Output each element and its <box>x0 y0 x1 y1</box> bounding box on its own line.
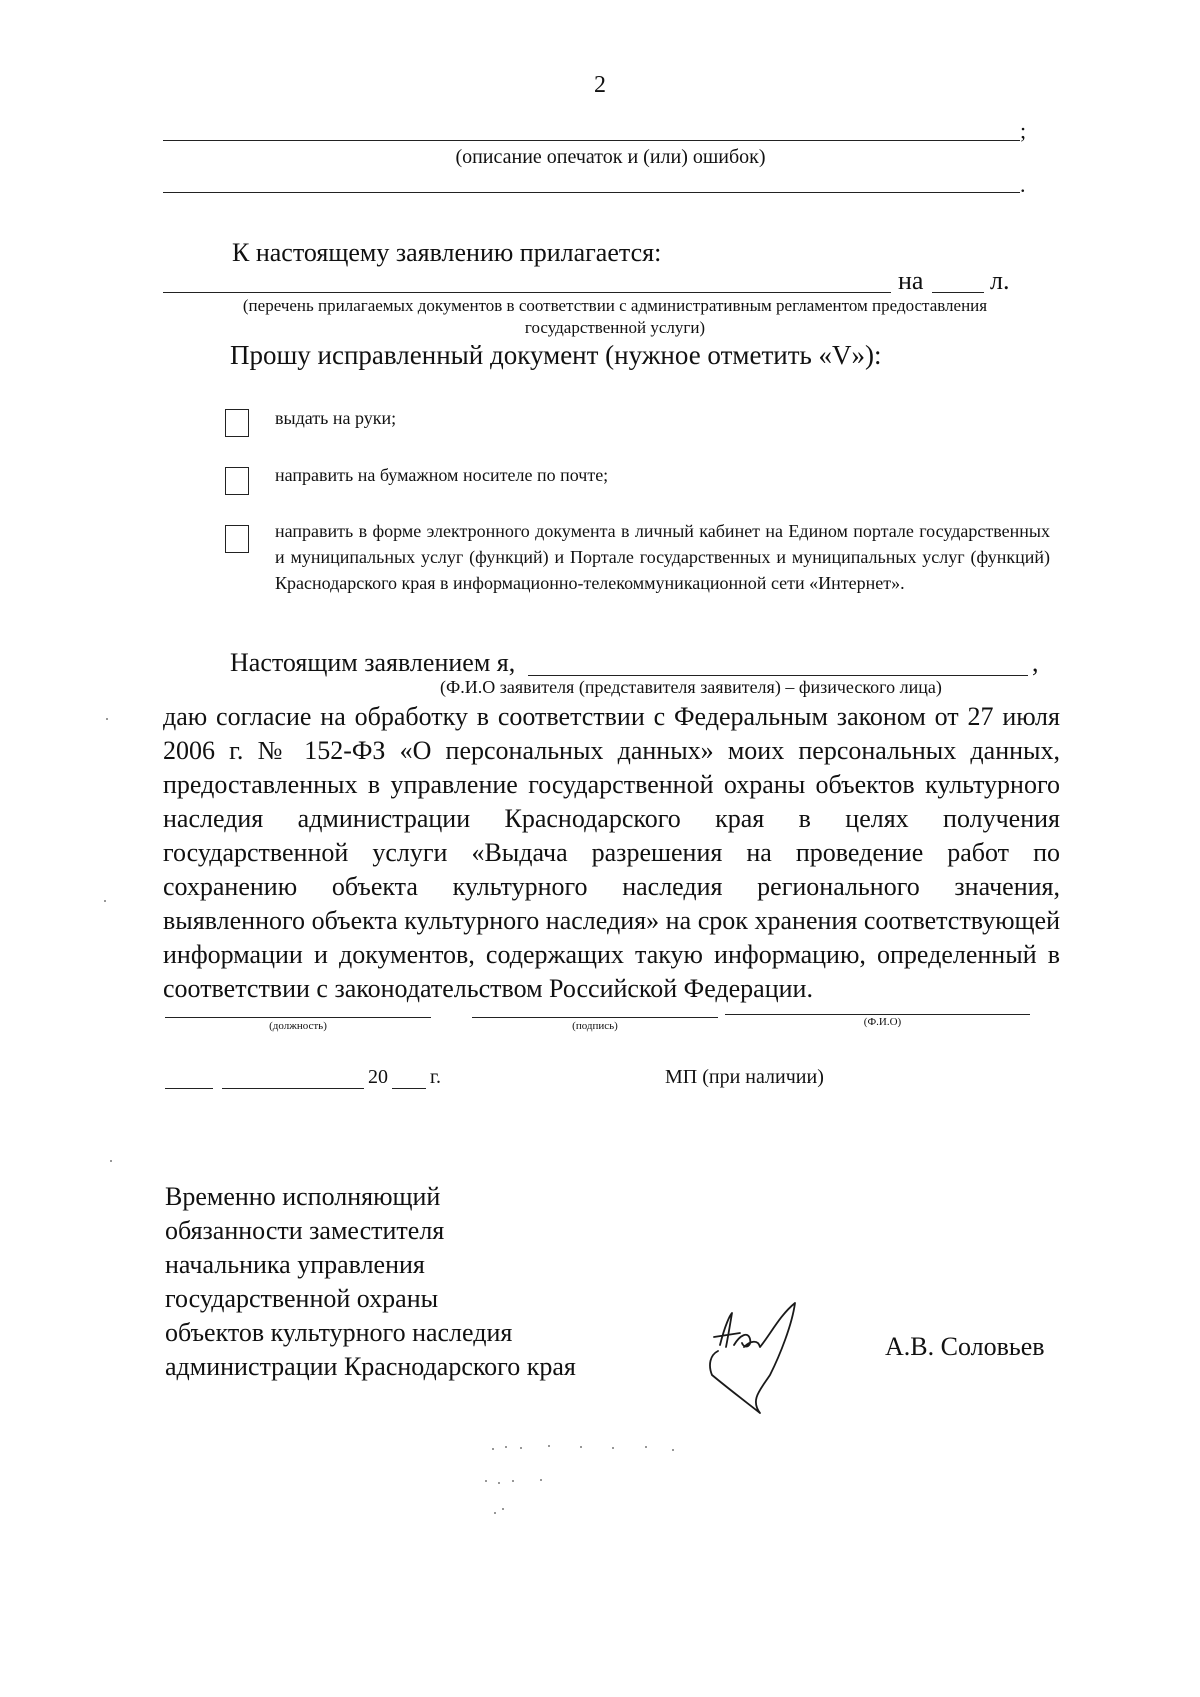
scan-speck <box>505 1446 507 1448</box>
scan-speck <box>492 1448 494 1450</box>
option-hand-label: выдать на руки; <box>275 408 397 428</box>
signatory-title-line: обязанности заместителя <box>165 1216 445 1245</box>
scan-speck <box>672 1449 674 1451</box>
scan-speck <box>645 1446 647 1448</box>
scan-speck <box>512 1480 514 1482</box>
consent-lead-end: , <box>1032 648 1039 677</box>
date-year-prefix: 20 <box>368 1066 388 1088</box>
typos-line-1 <box>163 140 1020 141</box>
consent-text: даю согласие на обработку в соответствии с Федеральным законом от 27 июля 2006 г. № 152-ФЗ «О персональных данных» моих персональных данных, предоставленных в управление государственной охраны объектов культурного наследия администрации Краснодарского края в целях получения государственной услуги «Выдача разрешения на проведение работ по сохранению объекта культурного наследия регионального значения, выявленного объекта культурного наследия» на срок хранения соответствующей информации и документов, содержащих такую информацию, определенный в соответствии с законодательством Российской Федерации. <box>163 702 1060 1003</box>
scan-speck <box>110 1160 112 1162</box>
signatory-title-line: государственной охраны <box>165 1284 439 1313</box>
page-number: 2 <box>594 72 606 98</box>
date-day-line <box>165 1088 213 1089</box>
scan-speck <box>612 1447 614 1449</box>
name-line <box>725 1014 1030 1015</box>
date-year-suffix: г. <box>430 1066 441 1088</box>
signatory-title-line: начальника управления <box>165 1250 425 1279</box>
position-label: (должность) <box>269 1020 327 1032</box>
scan-speck <box>485 1480 487 1482</box>
scan-speck <box>548 1445 550 1447</box>
scan-speck <box>498 1482 500 1484</box>
signature-label: (подпись) <box>572 1020 618 1032</box>
sheets-count-line <box>932 292 984 293</box>
applicant-caption: (Ф.И.О заявителя (представителя заявителя) – физического лица) <box>440 677 942 697</box>
date-year-line <box>392 1088 426 1089</box>
attachments-sheets-prefix: на <box>898 266 924 295</box>
signatory-title-line: объектов культурного наследия <box>165 1318 513 1347</box>
name-label: (Ф.И.О) <box>863 1016 902 1028</box>
option-mail-checkbox[interactable] <box>225 467 249 495</box>
scan-speck <box>502 1508 504 1510</box>
typos-caption: (описание опечаток и (или) ошибок) <box>455 146 766 168</box>
consent-lead: Настоящим заявлением я, <box>230 648 516 677</box>
option-mail-label: направить на бумажном носителе по почте; <box>275 465 609 485</box>
date-month-line <box>222 1088 364 1089</box>
option-electronic-checkbox[interactable] <box>225 525 249 553</box>
handwritten-signature <box>700 1295 810 1420</box>
signatory-name: А.В. Соловьев <box>885 1332 1045 1361</box>
signatory-title-line: администрации Краснодарского края <box>165 1352 576 1381</box>
scan-speck <box>520 1447 522 1449</box>
typos-end-mark-1: ; <box>1020 118 1027 143</box>
attachments-line <box>163 292 891 293</box>
scan-speck <box>540 1479 542 1481</box>
typos-line-2 <box>163 192 1020 193</box>
scan-speck <box>580 1446 582 1448</box>
attachments-sheets-suffix: л. <box>990 266 1010 295</box>
signatory-title <box>165 1180 625 1384</box>
position-line <box>165 1017 431 1018</box>
scan-speck <box>494 1512 496 1514</box>
typos-end-mark-2: . <box>1020 172 1026 197</box>
option-hand-checkbox[interactable] <box>225 409 249 437</box>
attachments-caption: (перечень прилагаемых документов в соответствии с административным регламентом предоставления государственной услуги) <box>242 296 988 337</box>
option-electronic-label: направить в форме электронного документа в личный кабинет на Едином портале государственных и муниципальных услуг (функций) и Портале государственных и муниципальных услуг (функций) Краснодарского края в информационно-телекоммуникационной сети «Интернет». <box>275 521 1050 593</box>
scan-speck <box>106 718 108 720</box>
signature-line <box>472 1017 718 1018</box>
stamp-note: МП (при наличии) <box>665 1066 824 1088</box>
attachments-heading: К настоящему заявлению прилагается: <box>232 238 662 267</box>
scan-speck <box>104 900 106 902</box>
delivery-heading: Прошу исправленный документ (нужное отметить «V»): <box>230 340 882 370</box>
applicant-name-line <box>528 675 1028 676</box>
signatory-title-line: Временно исполняющий <box>165 1182 441 1211</box>
